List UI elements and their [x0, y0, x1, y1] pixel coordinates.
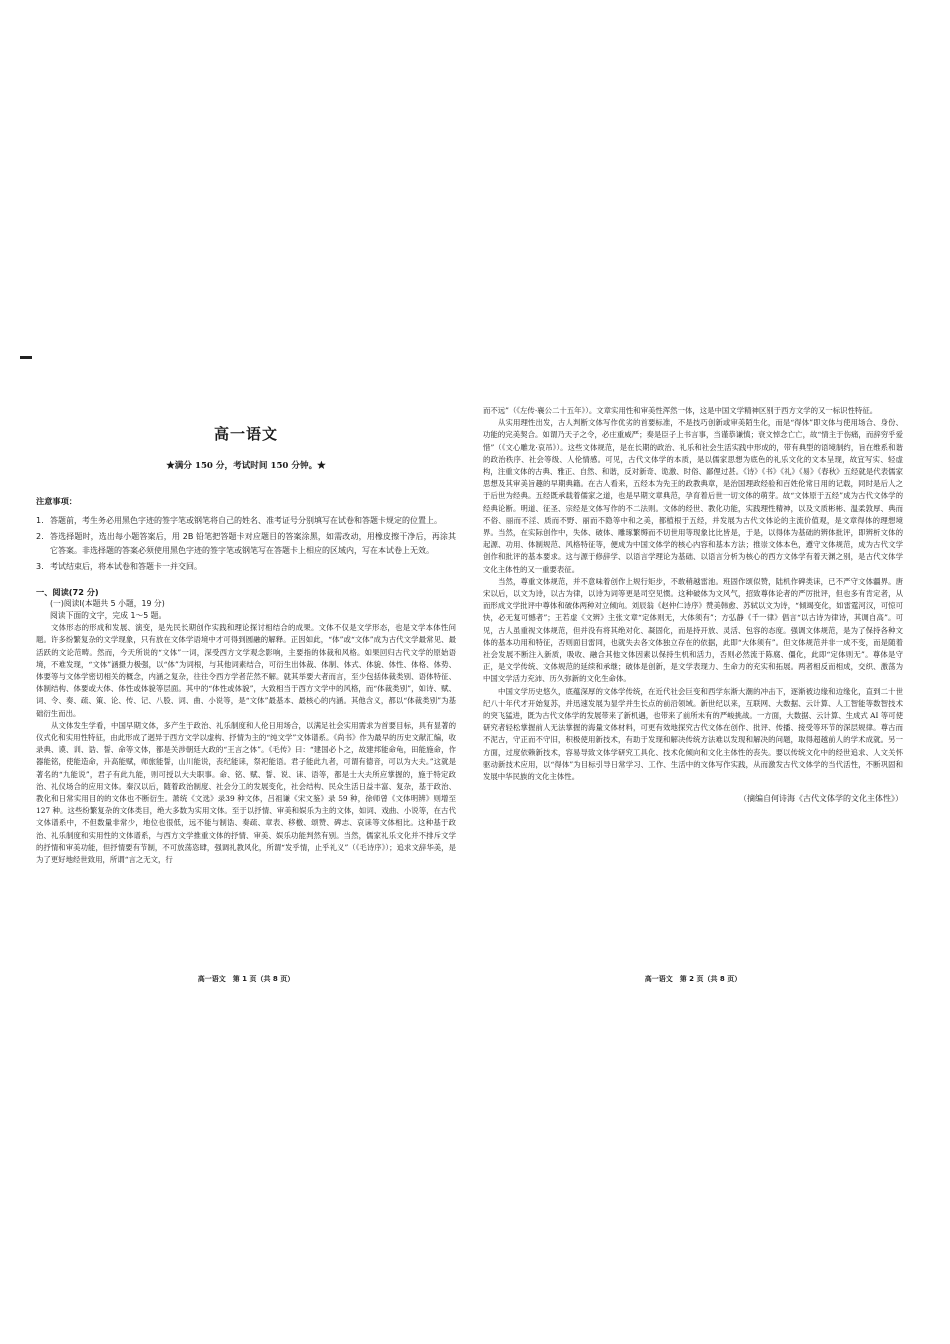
- reading-instruction: 阅读下面的文字，完成 1～5 题。: [50, 611, 167, 621]
- body-paragraph: 文体形态的形成和发展、演变，是先民长期创作实践和理论探讨相结合的成果。文体不仅是文学形态，也是文学本体性问题。许多纷繁复杂的文学现象，只有放在文体学语境中才可得到圆融的解释。正因如此，“体”或“文体”成为古代文学最常见、最活跃的文论范畴。然而，今天所说的“文体”一词，深受西方文学观念影响，主要指的体裁和风格。如果回归古代文学的原始语境，不难发现，“文体”涵摄力极强，以“体”为词根，与其他词素结合，可衍生出体裁、体制、体式、体貌、体性、体格、体势、体要等与文体学密切相关的概念，内涵之复杂，往往令西方学者茫然不解。就其举要大者而言，至少包括体裁类别、语体特征、体制结构、体要或大体、体性或体貌等层面。其中的“体性或体貌”，大致相当于西方文学中的风格，而“体裁类别”，如诗、赋、词、令、奏、疏、策、论、传、记、八股、词、曲、小说等，是“文体”最基本、最核心的内涵。其他含义，都以“体裁类别”为基础衍生而出。: [36, 623, 456, 718]
- notice-item-number: 2.: [36, 532, 44, 542]
- body-paragraph: 当然，尊重文体规范，并不意味着创作上规行矩步，不敢稍越雷池。班固作颂似赞，陆机作碑类诔，已不严守文体疆界。唐宋以后，以文为诗，以古为律，以诗为词等更是司空见惯。这种破体为文风气，招致尊体论者的严厉批评，但也多有肯定者，从而形成文学批评中尊体和破体两种对立倾向。刘辰翁《赵仲仁诗序》赞美韩愈、苏轼以文为诗，“倾竭变化，如雷霆河汉，可惊可快，必无复可憾者”；王若虚《文辨》主张文章“定体则无，大体须有”；方弘静《千一律》倡言“以古诗为律诗，其调自高”。可见，古人虽重视文体规范，但并没有将其绝对化、凝固化，而是持开放、灵活、包容的态度。强调文体规范，是为了保持各种文体的基本功用和特征，否则面目雷同，也就失去各文体独立存在的依据，此即“大体须有”。但文体规范并非一成不变，而是随着社会发展不断注入新质，吸收、融合其他文体因素以保持生机和活力，否则必然流于陈腐、僵化，此即“定体则无”。尊体是守正，是文学传统、文体规范的延续和承继；破体是创新，是文学表现力、生命力的充实和拓展。两者相反而相成，交织、激荡为中国文学活力充沛、历久弥新的文化生命体。: [483, 576, 903, 684]
- notice-item-number: 1.: [36, 515, 44, 525]
- page-left: [36, 405, 456, 866]
- page-title: 高一语文: [213, 425, 278, 443]
- notice-item-text: 答选择题时，选出每小题答案后，用 2B 铅笔把答题卡对应题目的答案涂黑，如需改动，用橡皮擦干净后，再涂其它答案。非选择题的答案必须使用黑色字迹的签字笔或钢笔写在答题卡上相应的区域内，写在本试卷上无效。: [50, 532, 456, 555]
- notice-item-text: 答题前，考生务必用黑色字迹的签字笔或钢笔将自己的姓名、准考证号分别填写在试卷和答题卡规定的位置上。: [50, 515, 442, 525]
- notice-item: [36, 530, 456, 557]
- page-right: [483, 405, 903, 806]
- page-footer-right: 高一语文 第 2 页（共 8 页）: [644, 975, 742, 983]
- notice-section: [36, 495, 456, 573]
- body-paragraph: 从文体发生学看，中国早期文体，多产生于政治、礼乐制度和人伦日用场合，以满足社会实用需求为首要目标，具有显著的仪式化和实用性特征，由此形成了迥异于西方文学以虚构、抒情为主的“纯文学”文体谱系。《尚书》作为最早的历史文献汇编，收录典、谟、训、诰、誓、命等文体，都是关涉朝廷大政的“王言之体”。《毛传》曰：“建国必卜之，故建邦能命龟，田能施命，作器能铭，使能造命，升高能赋，师旅能誓，山川能说，丧纪能诔，祭祀能语。君子能此九者，可谓有德音，可以为大夫。”这就是著名的“九能说”，君子有此九能，则可授以大夫职事。命、铭、赋、誓、说、诔、语等，都是士大夫所应掌握的，施于特定政治、礼仪场合的应用文体。秦汉以后，随着政治制度、社会分工的发展变化，社会结构、民众生活日益丰富、复杂，基于政治、教化和日常实用目的的文体也不断衍生。萧统《文选》录39 种文体，吕祖谦《宋文鉴》录 59 种，徐师曾《文体明辨》则增至 127 种。这些纷繁复杂的文体类目，绝大多数为实用文体。至于以抒情、审美和娱乐为主的文体，如词、戏曲、小说等，在古代文体谱系中，不但数量非常少，地位也很低，远不能与制诰、奏疏、章表、移檄、颂赞、碑志、哀诔等文体相比。这种基于政治、礼乐制度和实用性的文体谱系，与西方文学推重文体的抒情、审美、娱乐功能判然有别。当然，儒家礼乐文化并不排斥文学的抒情和审美功能，但抒情要有节制，不可放荡恣肆，强调礼教风化，所谓“发乎情，止乎礼义”（《毛诗序》）；追求文辞华美，是为了更好地经世致用，所谓“言之无文，行: [36, 720, 456, 865]
- notice-item-number: 3.: [36, 562, 44, 572]
- notice-heading: 注意事项：: [36, 496, 77, 507]
- scan-edge-mark: [20, 356, 32, 359]
- notice-item: [36, 514, 456, 528]
- source-attribution: （摘编自何诗海《古代文体学的文化主体性》）: [739, 794, 903, 804]
- notice-item-text: 考试结束后，将本试卷和答题卡一并交回。: [50, 562, 202, 572]
- exam-info: ★满分 150 分，考试时间 150 分钟。★: [166, 461, 326, 472]
- page-footer-left: 高一语文 第 1 页（共 8 页）: [197, 975, 295, 983]
- section-heading: 一、阅读(72 分): [36, 586, 99, 597]
- subsection-heading: (一)阅读Ⅰ(本题共 5 小题，19 分): [50, 598, 165, 608]
- body-paragraph: 从实用理性出发，古人判断文体写作优劣的首要标准，不是技巧创新或审美陌生化，而是“得体”即文体与使用场合、身份、功能的完美契合。如谓乃天子之令，必庄重威严；奏是臣子上书言事，当谨恭谦慎；衰文悼念亡亡，故“情主于伤痛，而辞穷乎爱惜”（《文心雕龙·哀吊》）。这些文体规范，是在长期的政治、礼乐和社会生活实践中形成的，带有典型的语境制约，旨在维系和谐的政治秩序、社会等级、人伦情感。可见，古代文体学的本质，是以儒家思想为底色的礼乐文化的文本呈现，故宜写实、轻虚构，注重文体的古典、雅正、自然、和谐，反对新奇、诡激、时俗、鄙俚过甚。《诗》《书》《礼》《易》《春秋》五经就是代表儒家思想及其审美旨趣的早期典籍。在古人看来，五经本为先王的政教典章，是治国理政经验和百姓伦常日用的记载，同时是后人之于后世为经典。五经既承载着儒家之道，也是早期文章典范，孕育着后世一切文体的萌芽。故“文体原于五经”成为古代文体学的经典论断。明道、征圣、宗经是文体写作的不二法则。文体的经世、教化功能，实践理性精神，以及文质彬彬、温柔敦厚、典而不俗、丽而不淫、质而不野、丽而不隐等中和之美，都植根于五经，并发展为古代文体论的主流价值观，是文章得体的理想境界。当然，在实际创作中，失体、破体、雕琢繁缛而不切世用等现象比比皆是，于是，以得体为基础的辨体批评，即辨析文体的起源、功用、体制规范、风格特征等，便成为中国文体学的核心内容和基本方法；推崇文体本色，遵守文体规范，成为古代文学创作和批评的基本要求。这与源于修辞学、以语言学理论为基础、以语言分析为核心的西方文体学有着天渊之别，是古代文体学文化主体性的又一重要表征。: [483, 418, 903, 574]
- body-paragraph: 而不远”（《左传·襄公二十五年》）。文章实用性和审美性浑然一体，这是中国文学精神区别于西方文学的又一标识性特征。: [483, 406, 878, 415]
- notice-item: [36, 560, 456, 574]
- body-paragraph: 中国文学历史悠久，底蕴深厚的文体学传统，在近代社会巨变和西学东渐大潮的冲击下，逐渐被边缘和边缘化，直到二十世纪八十年代才开始复苏，并迅速发展为显学并生长点的前沿领域。新世纪以来，互联网、大数据、云计算、人工智能等数智技术的突飞猛进，既为古代文体学的发展带来了新机遇，也带来了前所未有的严峻挑战。一方面，大数据、云计算、生成式 AI 等可使研究者轻松掌握前人无法掌握的海量文体材料，可更有效地探究古代文体在创作、批评、传播、接受等环节的深层规律。尊古而不泥古，守正而不守旧，积极使用新技术，有助于发现和解决传统方法难以发现和解决的问题，取得超越前人的学术成就。另一方面，过度依赖新技术，容易导致文体学研究工具化、技术化倾向和文化主体性的丧失。要以传统文化中的经世追求、人文关怀驱动新技术应用，以“得体”为目标引导日常学习、工作、生活中的文体写作实践，从而激发古代文体学的当代活性，不断巩固和发展中华民族的文化主体性。: [483, 686, 903, 782]
